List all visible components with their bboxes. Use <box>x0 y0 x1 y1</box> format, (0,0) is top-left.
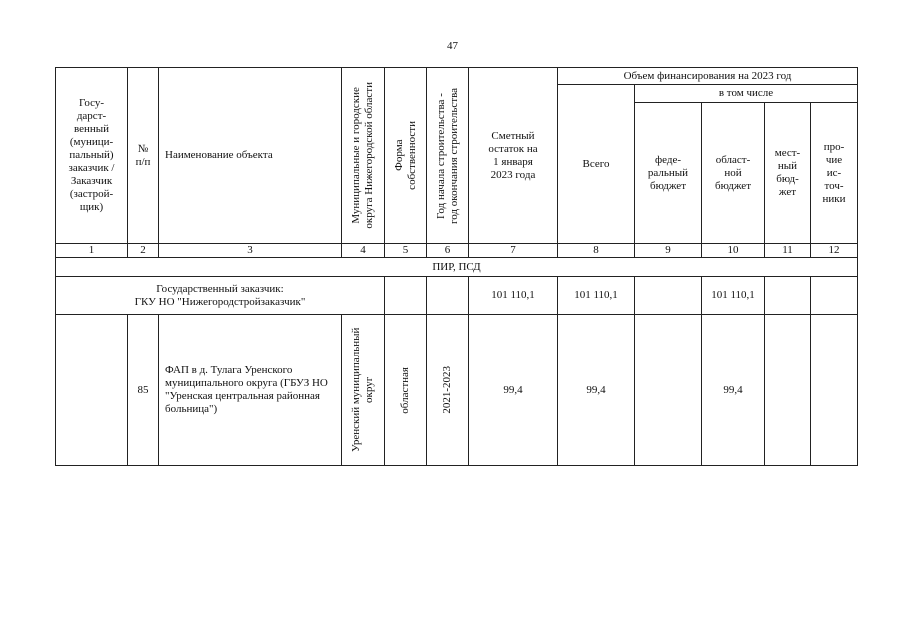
row-local <box>765 315 811 466</box>
row-ownership <box>385 315 427 466</box>
header-local: мест- ный бюд- жет <box>765 103 811 244</box>
header-years-text: Год начала строительства - год окончания строительства <box>434 87 460 224</box>
row-regional: 99,4 <box>702 315 765 466</box>
column-number: 2 <box>128 244 159 258</box>
header-total: Всего <box>558 85 635 244</box>
header-other: про- чие ис- точ- ники <box>811 103 858 244</box>
header-years <box>427 68 469 244</box>
row-total: 99,4 <box>558 315 635 466</box>
column-number: 12 <box>811 244 858 258</box>
row-municipality <box>342 315 385 466</box>
column-number: 5 <box>385 244 427 258</box>
customer-federal <box>635 277 702 315</box>
column-number: 1 <box>56 244 128 258</box>
customer-label: Государственный заказчик: ГКУ НО "Нижегородстройзаказчик" <box>56 277 385 315</box>
header-federal: феде- ральный бюджет <box>635 103 702 244</box>
column-number: 7 <box>469 244 558 258</box>
financing-table <box>55 67 858 466</box>
row-other <box>811 315 858 466</box>
header-municipality-text: Муниципальные и городские округа Нижегородской области <box>350 82 375 229</box>
customer-row <box>56 277 858 315</box>
header-number: № п/п <box>128 68 159 244</box>
header-object-name: Наименование объекта <box>159 68 342 244</box>
column-number: 3 <box>159 244 342 258</box>
customer-estimated-balance: 101 110,1 <box>469 277 558 315</box>
customer-regional: 101 110,1 <box>702 277 765 315</box>
header-estimated-balance: Сметный остаток на 1 января 2023 года <box>469 68 558 244</box>
row-estimated-balance: 99,4 <box>469 315 558 466</box>
row-federal <box>635 315 702 466</box>
column-number: 6 <box>427 244 469 258</box>
table-row <box>56 315 858 466</box>
column-number: 11 <box>765 244 811 258</box>
header-ownership <box>385 68 427 244</box>
row-object-name: ФАП в д. Тулага Уренского муниципального округа (ГБУЗ НО "Уренская центральная районная больница") <box>159 315 342 466</box>
customer-other <box>811 277 858 315</box>
header-municipality <box>342 68 385 244</box>
customer-years <box>427 277 469 315</box>
page-number: 47 <box>447 40 458 52</box>
customer-total: 101 110,1 <box>558 277 635 315</box>
row-municipality-text: Уренский муниципальный округ <box>350 327 375 453</box>
header-ownership-text: Форма собственности <box>392 121 418 190</box>
header-regional: област- ной бюджет <box>702 103 765 244</box>
customer-local <box>765 277 811 315</box>
column-number: 8 <box>558 244 635 258</box>
customer-ownership <box>385 277 427 315</box>
column-number: 10 <box>702 244 765 258</box>
row-years-text: 2021-2023 <box>441 366 453 414</box>
section-title: ПИР, ПСД <box>56 258 858 277</box>
row-customer <box>56 315 128 466</box>
header-including: в том числе <box>635 85 858 103</box>
row-years <box>427 315 469 466</box>
row-number: 85 <box>128 315 159 466</box>
column-number: 9 <box>635 244 702 258</box>
row-ownership-text: областная <box>399 366 411 414</box>
header-financing-group: Объем финансирования на 2023 год <box>558 68 858 85</box>
column-number: 4 <box>342 244 385 258</box>
column-numbers-row <box>56 244 858 258</box>
header-customer: Госу- дарст- венный (муници- пальный) заказчик / Заказчик (застрой- щик) <box>56 68 128 244</box>
